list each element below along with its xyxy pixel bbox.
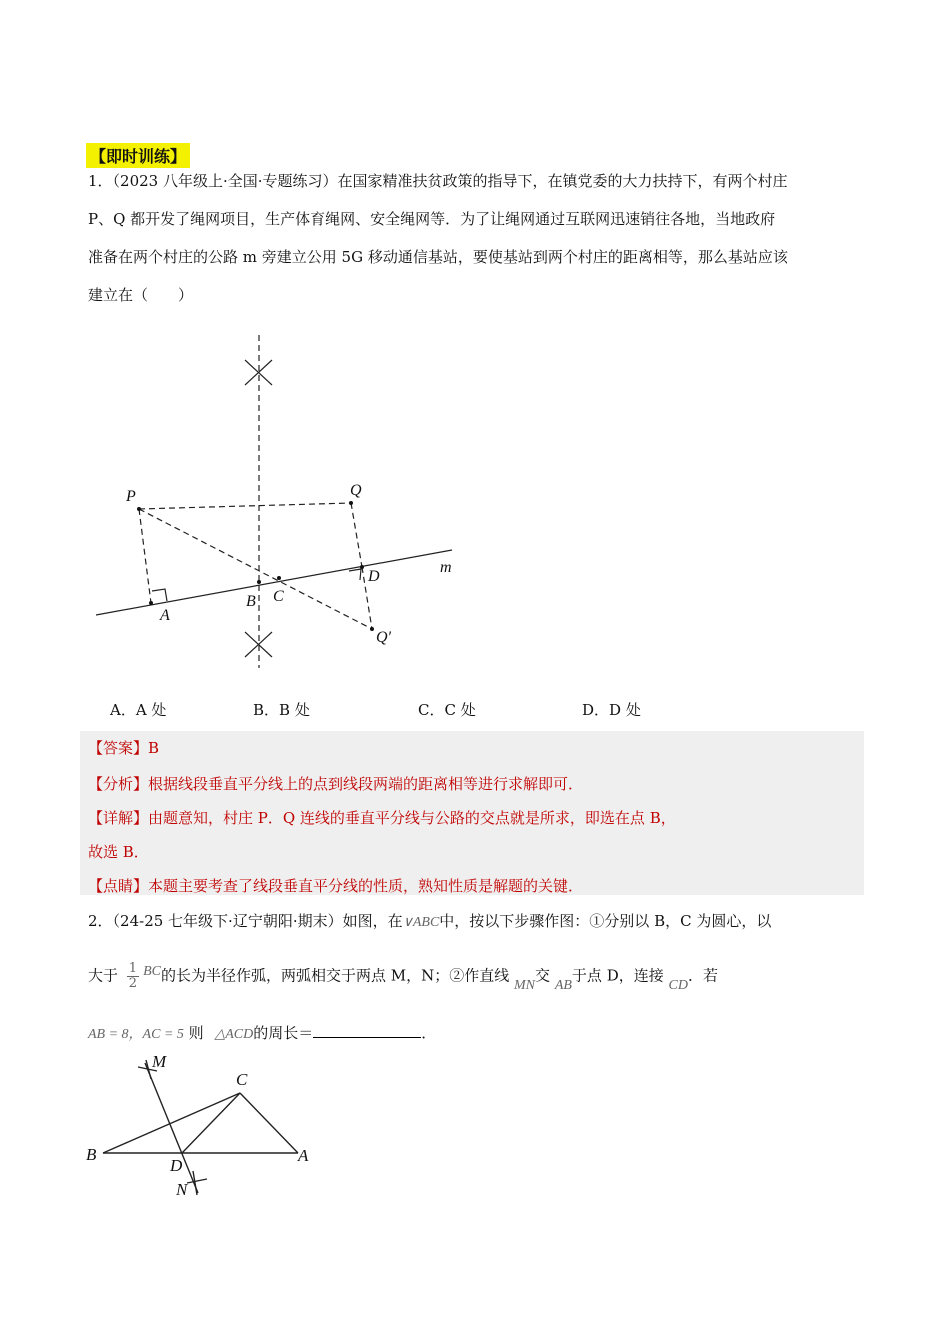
detail-line: 【详解】由题意知，村庄 P．Q 连线的垂直平分线与公路的交点就是所求，即选在点 B， — [88, 809, 676, 827]
comment-line: 【点睛】本题主要考查了线段垂直平分线的性质，熟知性质是解题的关键． — [88, 877, 584, 895]
option-a[interactable]: A．A 处 — [110, 701, 167, 719]
q2-text-line-2: 大于 $\frac{1}{2}$ BC的长为半径作弧，两弧相交于两点 M，N；②作直线 MN交 AB于点 D，连接 CD．若 — [88, 961, 718, 993]
section-tag: 【即时训练】 — [86, 143, 190, 168]
label-m: m — [440, 559, 452, 576]
q2-text-line-3: AB = 8，AC = 5 则 △ACD的周长＝ ． — [88, 1024, 437, 1042]
q2-text-line-1: 2．（24-25 七年级下·辽宁朝阳·期末）如图，在∨ABC中，按以下步骤作图：①分别以 B，C 为圆心，以 — [88, 912, 772, 930]
half-fraction: $\frac{1}{2}$ — [128, 961, 138, 991]
choose-line: 故选 B． — [88, 843, 149, 861]
q1-text-line-3: 准备在两个村庄的公路 m 旁建立公用 5G 移动通信基站，要使基站到两个村庄的距离相等，那么基站应该 — [88, 248, 788, 266]
q2-figure — [0, 1045, 400, 1205]
pq-prime-segment — [139, 509, 372, 629]
label-A2: A — [298, 1146, 309, 1165]
label-Q-prime: Q′ — [376, 629, 392, 646]
q1-text-line-1: 1．（2023 八年级上·全国·专题练习）在国家精准扶贫政策的指导下，在镇党委的大力扶持下，有两个村庄 — [88, 172, 788, 190]
option-d[interactable]: D．D 处 — [582, 701, 641, 719]
answer-blank[interactable] — [313, 1023, 421, 1038]
label-A: A — [160, 607, 170, 624]
label-C: C — [273, 588, 284, 605]
label-Q: Q — [350, 482, 362, 499]
pq-segment — [139, 503, 351, 509]
q1-options — [110, 699, 710, 721]
label-P: P — [126, 488, 136, 505]
answer-line: 【答案】B — [88, 739, 160, 757]
label-N: N — [176, 1180, 188, 1199]
label-D: D — [368, 568, 380, 585]
q2-triangle-abc: ∨ABC — [402, 915, 440, 930]
answer-box — [80, 731, 864, 895]
option-c[interactable]: C．C 处 — [418, 701, 476, 719]
label-C2: C — [236, 1070, 248, 1089]
label-B: B — [246, 593, 256, 610]
q1-text-line-2: P、Q 都开发了绳网项目，生产体育绳网、安全绳网等．为了让绳网通过互联网迅速销往各地，当地政府 — [88, 210, 776, 228]
option-b[interactable]: B．B 处 — [253, 701, 310, 719]
label-B2: B — [86, 1145, 97, 1164]
road-m-line — [96, 550, 452, 615]
analysis-line: 【分析】根据线段垂直平分线上的点到线段两端的距离相等进行求解即可． — [88, 775, 584, 793]
label-M: M — [152, 1052, 167, 1071]
q1-text-line-4: 建立在（ ） — [88, 286, 194, 304]
label-D2: D — [170, 1156, 183, 1175]
